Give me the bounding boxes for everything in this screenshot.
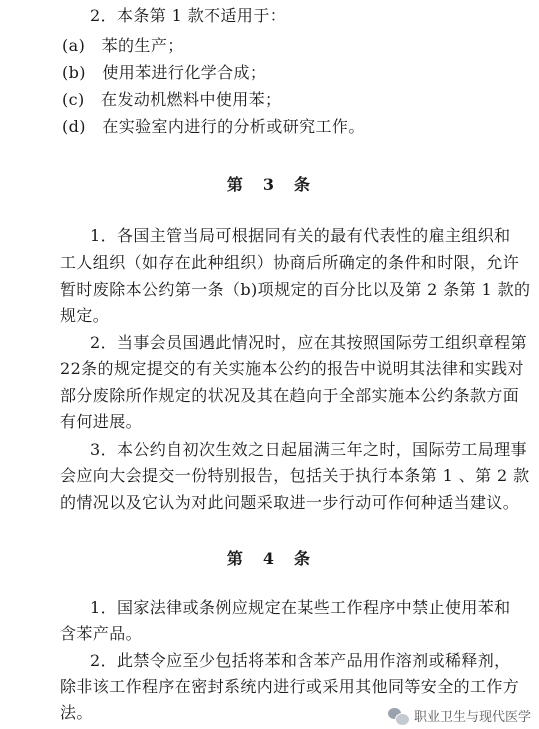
article-3-line: 3．本公约自初次生效之日起届满三年之时，国际劳工局理事 xyxy=(90,440,527,459)
article-3-line: 1．各国主管当局可根据同有关的最有代表性的雇主组织和 xyxy=(90,226,511,245)
article-4-line: 含苯产品。 xyxy=(60,624,143,643)
list-item-b: (b) 使用苯进行化学合成； xyxy=(62,63,267,82)
list-item-c: (c) 在发动机燃料中使用苯； xyxy=(62,90,282,109)
clause-intro: 2．本条第 1 款不适用于： xyxy=(90,6,287,25)
list-item-a: (a) 苯的生产； xyxy=(62,36,184,55)
article-3-line: 的情况以及它认为对此问题采取进一步行动可作何种适当建议。 xyxy=(60,493,520,512)
list-item-d: (d) 在实验室内进行的分析或研究工作。 xyxy=(62,117,365,136)
article-4-line: 2．此禁令应至少包括将苯和含苯产品用作溶剂或稀释剂， xyxy=(90,651,511,670)
article-3-line: 规定。 xyxy=(60,306,110,325)
article-3-line: 部分废除所作规定的状况及其在趋向于全部实施本公约条款方面 xyxy=(60,386,520,405)
article-4-line: 1．国家法律或条例应规定在某些工作程序中禁止使用苯和 xyxy=(90,598,511,617)
wechat-icon xyxy=(388,708,408,724)
watermark-text: 职业卫生与现代医学 xyxy=(413,710,531,725)
article-3-heading: 第 3 条 xyxy=(226,175,313,194)
article-4-line: 除非该工作程序在密封系统内进行或采用其他同等安全的工作方 xyxy=(60,677,520,696)
watermark xyxy=(388,706,531,725)
article-3-line: 会应向大会提交一份特别报告，包括关于执行本条第 1 、第 2 款 xyxy=(60,466,530,485)
article-3-line: 暂时废除本公约第一条（b)项规定的百分比以及第 2 条第 1 款的 xyxy=(60,280,531,299)
article-4-heading: 第 4 条 xyxy=(226,549,313,568)
article-3-line: 22条的规定提交的有关实施本公约的报告中说明其法律和实践对 xyxy=(60,359,524,378)
article-4-line: 法。 xyxy=(60,703,93,722)
article-3-line: 2．当事会员国遇此情况时，应在其按照国际劳工组织章程第 xyxy=(90,333,527,352)
article-3-line: 有何进展。 xyxy=(60,412,143,431)
article-3-line: 工人组织（如存在此种组织）协商后所确定的条件和时限，允许 xyxy=(60,253,520,272)
